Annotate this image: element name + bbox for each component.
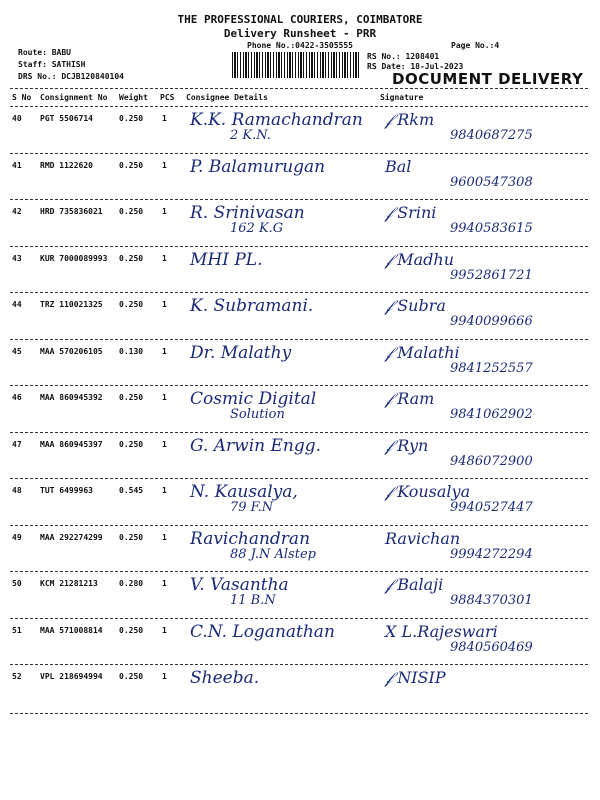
row-consignment-no: KCM 21281213	[40, 579, 98, 588]
row-pcs: 1	[162, 300, 167, 309]
row-weight: 0.545	[119, 486, 144, 495]
col-signature: Signature	[380, 93, 424, 102]
row-weight: 0.250	[119, 160, 144, 170]
row-consignee-name: V. Vasantha	[190, 575, 289, 595]
row-pcs: 1	[162, 672, 167, 681]
row-phone: 9486072900	[450, 453, 533, 469]
row-sno: 48	[12, 486, 22, 495]
row-pcs: 1	[162, 625, 167, 635]
row-consignment-no: MAA 860945392	[40, 393, 103, 402]
row-weight: 0.250	[119, 393, 144, 402]
row-pcs: 1	[162, 346, 167, 356]
row-signature: 𝒻 Kousalya	[385, 482, 471, 501]
row-divider	[10, 478, 588, 479]
row-consignment-no: KUR 7000089993	[40, 253, 108, 263]
row-signature: Ravichan	[385, 528, 461, 548]
row-sno: 50	[12, 579, 22, 588]
row-sno: 43	[12, 253, 22, 263]
row-sno: 49	[12, 532, 22, 542]
row-sno: 45	[12, 346, 22, 356]
row-signature: 𝒻 NISIP	[385, 668, 446, 687]
row-sno: 46	[12, 393, 22, 402]
row-consignee-name: G. Arwin Engg.	[190, 435, 322, 456]
row-signature: 𝒻 Subra	[385, 296, 446, 315]
row-phone: 9841252557	[450, 360, 533, 376]
row-phone: 9952861721	[450, 267, 533, 283]
row-signature: 𝒻 Malathi	[385, 342, 460, 362]
document-delivery-stamp: DOCUMENT DELIVERY	[392, 70, 584, 88]
row-pcs: 1	[162, 207, 167, 216]
header-bottom-rule	[10, 106, 588, 107]
row-phone: 9940527447	[450, 500, 533, 515]
staff-label: Staff: SATHISH	[18, 60, 86, 69]
row-consignee-address: 79 F.N	[230, 500, 274, 515]
row-divider	[10, 339, 588, 340]
row-sno: 51	[12, 625, 22, 635]
row-divider	[10, 664, 588, 665]
row-weight: 0.250	[119, 114, 144, 123]
row-phone: 9840560469	[450, 639, 533, 655]
row-pcs: 1	[162, 393, 167, 402]
rs-date: RS Date: 18-Jul-2023	[367, 62, 464, 71]
row-signature: 𝒻 Balaji	[385, 575, 444, 594]
row-sno: 47	[12, 439, 22, 449]
row-sno: 52	[12, 672, 22, 681]
row-sno: 44	[12, 300, 22, 309]
row-pcs: 1	[162, 160, 167, 170]
row-divider	[10, 153, 588, 154]
row-consignee-name: P. Balamurugan	[190, 156, 326, 177]
row-consignee-name: N. Kausalya,	[190, 482, 298, 502]
row-consignment-no: MAA 860945397	[40, 439, 103, 449]
table-bottom-rule	[10, 713, 588, 714]
row-weight: 0.250	[119, 300, 144, 309]
row-phone: 9940583615	[450, 221, 533, 236]
row-weight: 0.250	[119, 672, 144, 681]
row-weight: 0.250	[119, 532, 144, 542]
row-divider	[10, 618, 588, 619]
row-divider	[10, 385, 588, 386]
row-consignee-address: 162 K.G	[230, 221, 284, 236]
row-consignee-address: 11 B.N	[230, 593, 276, 608]
row-consignee-name: K. Subramani.	[190, 296, 314, 316]
row-consignment-no: MAA 571008814	[40, 625, 103, 635]
col-consignment: Consignment No	[40, 93, 108, 102]
row-signature: 𝒻 Rkm	[385, 110, 435, 129]
row-weight: 0.250	[119, 207, 144, 216]
row-divider	[10, 432, 588, 433]
row-pcs: 1	[162, 579, 167, 588]
row-sno: 42	[12, 207, 22, 216]
row-signature: 𝒻 Srini	[385, 203, 437, 222]
row-consignment-no: MAA 292274299	[40, 532, 103, 542]
row-divider	[10, 246, 588, 247]
rs-number: RS No.: 1208401	[367, 52, 440, 61]
row-weight: 0.130	[119, 346, 144, 356]
row-weight: 0.250	[119, 625, 144, 635]
row-weight: 0.250	[119, 253, 144, 263]
phone-number: Phone No.:0422-3505555	[247, 41, 353, 50]
row-signature: 𝒻 Madhu	[385, 249, 454, 269]
header-top-rule	[10, 88, 588, 89]
row-phone: 9884370301	[450, 593, 533, 608]
row-consignment-no: PGT 5506714	[40, 114, 93, 123]
row-consignee-name: Ravichandran	[190, 528, 311, 549]
col-pcs: PCS	[160, 93, 175, 102]
row-signature: X L.Rajeswari	[385, 621, 498, 641]
row-consignee-name: R. Srinivasan	[190, 203, 305, 223]
row-sno: 40	[12, 114, 22, 123]
route-label: Route: BABU	[18, 48, 71, 57]
row-consignee-address: Solution	[230, 407, 285, 422]
row-phone: 9994272294	[450, 546, 533, 562]
row-consignee-name: MHI PL.	[190, 249, 263, 270]
row-phone: 9840687275	[450, 128, 533, 143]
row-divider	[10, 525, 588, 526]
sheet-title: Delivery Runsheet - PRR	[223, 27, 377, 40]
row-consignment-no: VPL 218694994	[40, 672, 103, 681]
row-signature: 𝒻 Ram	[385, 389, 435, 408]
row-pcs: 1	[162, 532, 167, 542]
page-number: Page No.:4	[451, 41, 500, 50]
row-divider	[10, 571, 588, 572]
row-phone: 9600547308	[450, 174, 533, 190]
col-consignee: Consignee Details	[186, 93, 268, 102]
drs-number: DRS No.: DCJB120840104	[18, 72, 124, 81]
row-pcs: 1	[162, 439, 167, 449]
row-phone: 9940099666	[450, 314, 533, 329]
row-weight: 0.250	[119, 439, 144, 449]
row-pcs: 1	[162, 253, 167, 263]
row-consignment-no: TUT 6499963	[40, 486, 93, 495]
row-pcs: 1	[162, 486, 167, 495]
row-weight: 0.280	[119, 579, 144, 588]
row-consignment-no: RMD 1122620	[40, 160, 93, 170]
row-sno: 41	[12, 160, 22, 170]
row-divider	[10, 292, 588, 293]
col-weight: Weight	[119, 93, 148, 102]
row-consignee-name: Sheeba.	[190, 668, 260, 688]
company-title: THE PROFESSIONAL COURIERS, COIMBATORE	[177, 13, 423, 26]
row-consignee-address: 2 K.N.	[230, 128, 271, 143]
row-consignee-name: Cosmic Digital	[190, 389, 317, 409]
row-signature: 𝒻 Ryn	[385, 435, 429, 455]
row-consignment-no: MAA 570206105	[40, 346, 103, 356]
row-consignee-address: 88 J.N Alstep	[230, 546, 316, 562]
barcode	[232, 52, 360, 78]
row-consignee-name: C.N. Loganathan	[190, 621, 335, 642]
row-pcs: 1	[162, 114, 167, 123]
row-consignee-name: K.K. Ramachandran	[190, 110, 363, 130]
row-consignment-no: TRZ 110021325	[40, 300, 103, 309]
row-phone: 9841062902	[450, 407, 533, 422]
row-divider	[10, 199, 588, 200]
col-sno: S No	[12, 93, 32, 102]
row-signature: Bal	[385, 156, 412, 176]
row-consignment-no: HRD 735836021	[40, 207, 103, 216]
row-consignee-name: Dr. Malathy	[190, 342, 292, 363]
